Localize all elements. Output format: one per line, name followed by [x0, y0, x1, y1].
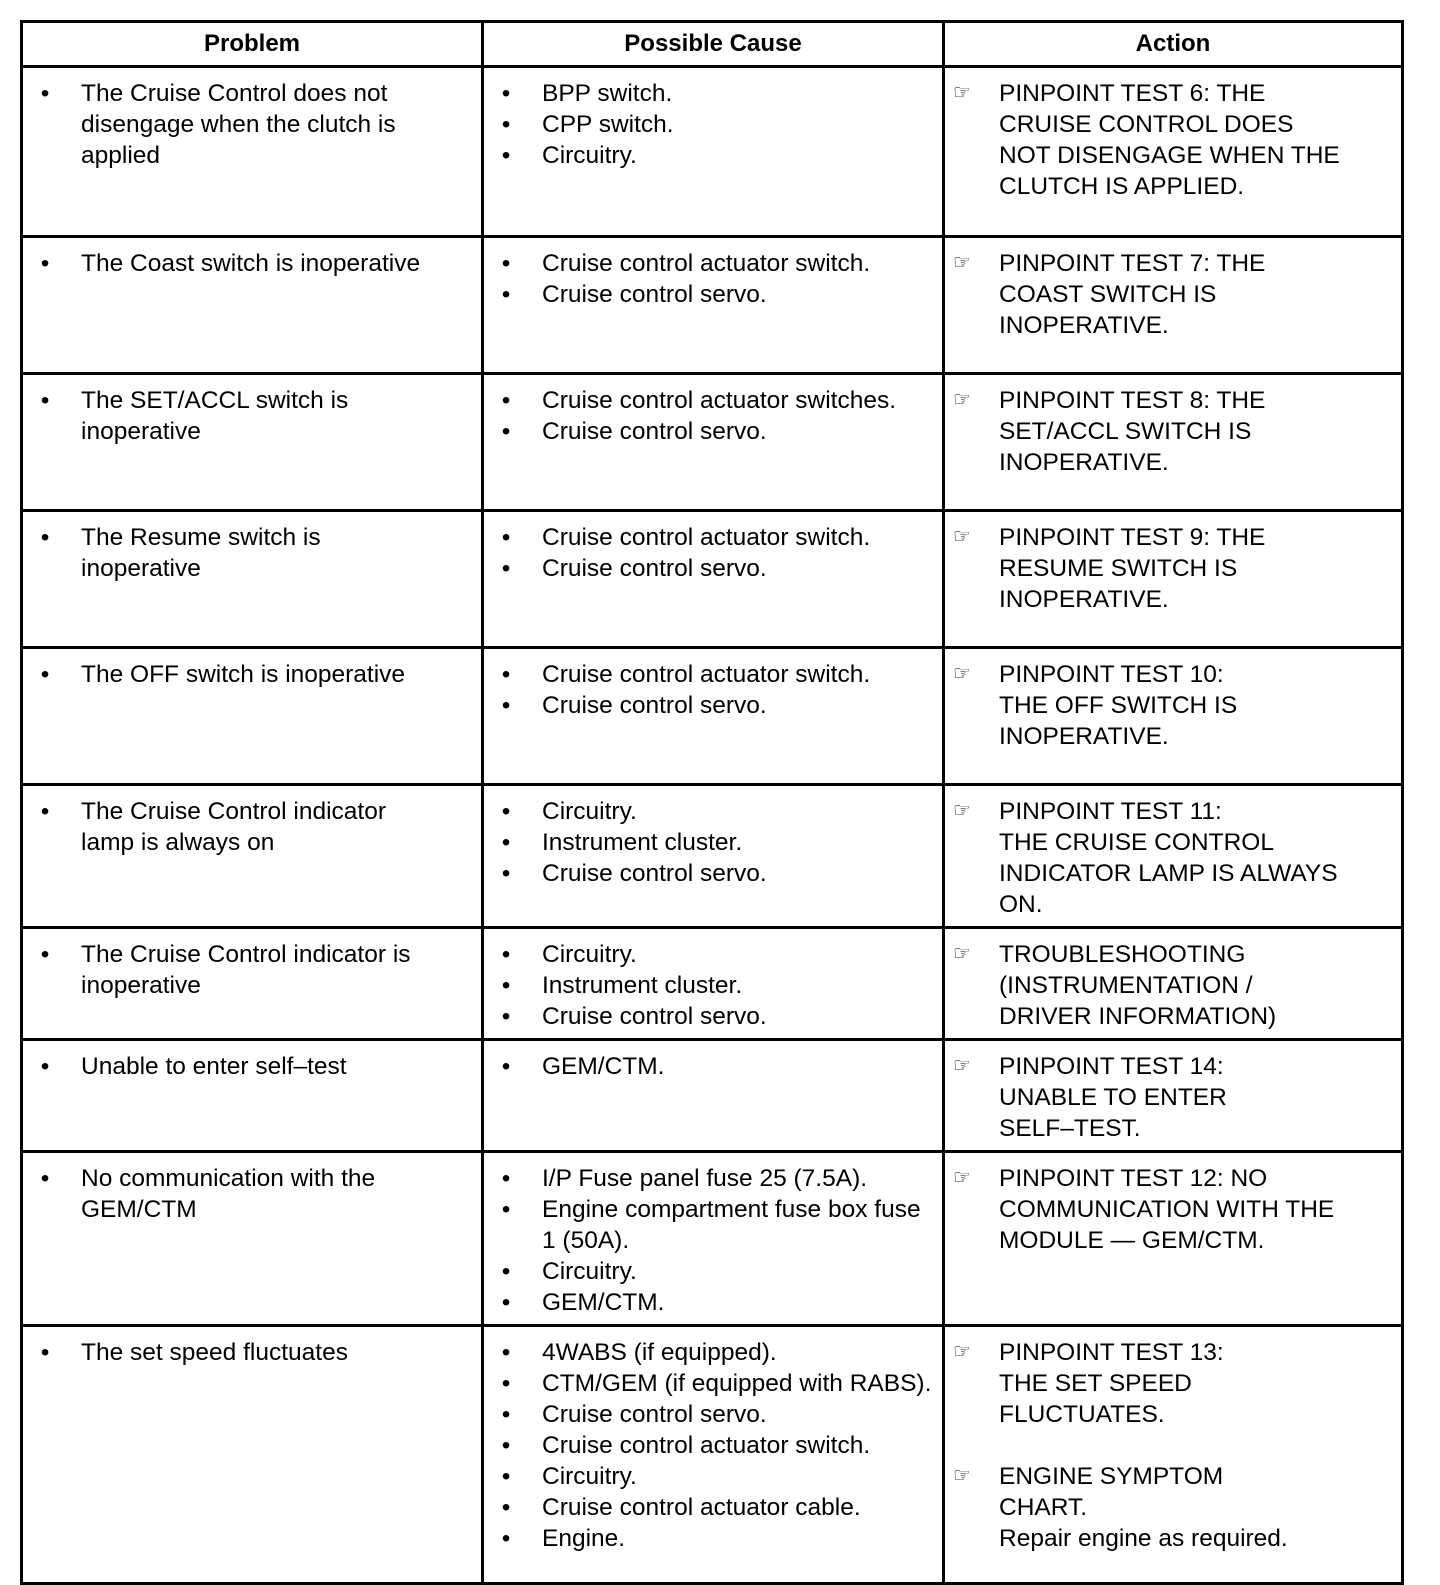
bullet-icon: •: [40, 524, 50, 551]
action-item: [953, 659, 1391, 752]
table-row: [22, 648, 1403, 785]
cause-item: [496, 1337, 932, 1368]
action-text: CHART.: [999, 1494, 1088, 1521]
table-row: [22, 1326, 1403, 1584]
action-text: MODULE — GEM/CTM.: [999, 1227, 1265, 1254]
action-item: [953, 1337, 1391, 1430]
cause-cell: [483, 785, 944, 928]
cause-item: [496, 796, 932, 827]
cause-item: [496, 970, 932, 1001]
action-cell: [944, 1040, 1403, 1152]
cause-text: Cruise control actuator switch.: [542, 1432, 871, 1459]
cause-item: [496, 1163, 932, 1194]
cause-text: Circuitry.: [542, 941, 637, 968]
cause-cell: [483, 511, 944, 648]
cause-item: [496, 659, 932, 690]
cause-text: Engine.: [542, 1525, 626, 1552]
action-item: [953, 522, 1391, 615]
cause-text: CTM/GEM (if equipped with RABS).: [542, 1370, 932, 1397]
pointing-hand-icon: ☞: [953, 663, 971, 685]
action-text: PINPOINT TEST 6: THE: [999, 80, 1266, 107]
action-text: PINPOINT TEST 11:: [999, 798, 1222, 825]
cause-cell: [483, 1326, 944, 1584]
cause-item: [496, 1368, 932, 1399]
problem-item: [35, 659, 471, 690]
bullet-icon: •: [40, 387, 50, 414]
cause-text: Engine compartment fuse box fuse 1 (50A).: [542, 1196, 921, 1254]
bullet-icon: •: [501, 387, 511, 414]
cause-item: [496, 1001, 932, 1032]
cause-item: [496, 939, 932, 970]
problem-item: [35, 796, 471, 858]
problem-cell: [22, 648, 483, 785]
action-text: TROUBLESHOOTING: [999, 941, 1246, 968]
cause-cell: [483, 928, 944, 1040]
bullet-icon: •: [501, 1258, 511, 1285]
cause-item: [496, 553, 932, 584]
action-text: NOT DISENGAGE WHEN THE: [999, 142, 1340, 169]
cause-text: Cruise control servo.: [542, 418, 767, 445]
action-text: ON.: [999, 891, 1043, 918]
cause-text: CPP switch.: [542, 111, 674, 138]
bullet-icon: •: [501, 1494, 511, 1521]
action-text: Repair engine as required.: [999, 1525, 1288, 1552]
pointing-hand-icon: ☞: [953, 943, 971, 965]
bullet-icon: •: [501, 829, 511, 856]
action-text: COMMUNICATION WITH THE: [999, 1196, 1335, 1223]
pointing-hand-icon: ☞: [953, 526, 971, 548]
cause-text: Cruise control servo.: [542, 281, 767, 308]
action-cell: [944, 648, 1403, 785]
bullet-icon: •: [501, 142, 511, 169]
action-text: INDICATOR LAMP IS ALWAYS: [999, 860, 1338, 887]
bullet-icon: •: [40, 941, 50, 968]
problem-cell: [22, 374, 483, 511]
problem-text: applied: [81, 142, 161, 169]
problem-text: inoperative: [81, 972, 201, 999]
cause-item: [496, 827, 932, 858]
pointing-hand-icon: ☞: [953, 82, 971, 104]
cause-text: GEM/CTM.: [542, 1053, 665, 1080]
diagnosis-table: [20, 20, 1404, 1585]
action-cell: [944, 928, 1403, 1040]
pointing-hand-icon: ☞: [953, 1167, 971, 1189]
action-cell: [944, 1326, 1403, 1584]
header-action: Action: [944, 22, 1403, 67]
bullet-icon: •: [501, 281, 511, 308]
cause-text: Instrument cluster.: [542, 972, 743, 999]
problem-text: lamp is always on: [81, 829, 275, 856]
bullet-icon: •: [501, 1401, 511, 1428]
bullet-icon: •: [501, 1003, 511, 1030]
bullet-icon: •: [501, 798, 511, 825]
action-text: THE CRUISE CONTROL: [999, 829, 1274, 856]
action-text: PINPOINT TEST 9: THE: [999, 524, 1266, 551]
bullet-icon: •: [501, 972, 511, 999]
problem-text: The Resume switch is: [81, 524, 321, 551]
bullet-icon: •: [501, 1432, 511, 1459]
cause-item: [496, 1051, 932, 1082]
table-row: [22, 237, 1403, 374]
bullet-icon: •: [501, 1339, 511, 1366]
action-text: PINPOINT TEST 12: NO: [999, 1165, 1268, 1192]
bullet-icon: •: [501, 250, 511, 277]
pointing-hand-icon: ☞: [953, 1055, 971, 1077]
action-text: SET/ACCL SWITCH IS: [999, 418, 1252, 445]
action-text: CLUTCH IS APPLIED.: [999, 173, 1245, 200]
cause-text: GEM/CTM.: [542, 1289, 665, 1316]
problem-text: The Cruise Control indicator: [81, 798, 387, 825]
bullet-icon: •: [501, 555, 511, 582]
bullet-icon: •: [40, 1165, 50, 1192]
problem-text: The OFF switch is inoperative: [81, 661, 406, 688]
header-problem: Problem: [22, 22, 483, 67]
cause-item: [496, 1194, 932, 1256]
problem-text: The set speed fluctuates: [81, 1339, 348, 1366]
action-cell: [944, 374, 1403, 511]
action-cell: [944, 511, 1403, 648]
bullet-icon: •: [40, 661, 50, 688]
problem-cell: [22, 785, 483, 928]
problem-text: No communication with the: [81, 1165, 376, 1192]
cause-item: [496, 109, 932, 140]
cause-item: [496, 1461, 932, 1492]
bullet-icon: •: [501, 661, 511, 688]
action-item: [953, 939, 1391, 1032]
header-row: [22, 22, 1403, 67]
bullet-icon: •: [40, 80, 50, 107]
problem-cell: [22, 928, 483, 1040]
action-text: UNABLE TO ENTER: [999, 1084, 1227, 1111]
cause-cell: [483, 648, 944, 785]
bullet-icon: •: [501, 418, 511, 445]
cause-item: [496, 78, 932, 109]
table-row: [22, 374, 1403, 511]
cause-item: [496, 140, 932, 171]
problem-text: The SET/ACCL switch is: [81, 387, 349, 414]
problem-text: The Cruise Control does not: [81, 80, 388, 107]
action-item: [953, 78, 1391, 202]
pointing-hand-icon: ☞: [953, 800, 971, 822]
action-item: [953, 1051, 1391, 1144]
bullet-icon: •: [501, 524, 511, 551]
pointing-hand-icon: ☞: [953, 1465, 971, 1487]
bullet-icon: •: [40, 1339, 50, 1366]
cause-cell: [483, 67, 944, 237]
table-row: [22, 928, 1403, 1040]
cause-text: Cruise control actuator switches.: [542, 387, 897, 414]
bullet-icon: •: [40, 798, 50, 825]
cause-text: Cruise control servo.: [542, 1401, 767, 1428]
bullet-icon: •: [501, 1525, 511, 1552]
bullet-icon: •: [501, 1165, 511, 1192]
bullet-icon: •: [501, 1289, 511, 1316]
cause-item: [496, 858, 932, 889]
action-text: PINPOINT TEST 10:: [999, 661, 1224, 688]
problem-cell: [22, 67, 483, 237]
cause-text: Cruise control actuator switch.: [542, 661, 871, 688]
problem-text: GEM/CTM: [81, 1196, 197, 1223]
bullet-icon: •: [501, 1370, 511, 1397]
cause-item: [496, 1399, 932, 1430]
cause-text: Circuitry.: [542, 142, 637, 169]
bullet-icon: •: [40, 1053, 50, 1080]
action-cell: [944, 237, 1403, 374]
cause-text: BPP switch.: [542, 80, 673, 107]
cause-item: [496, 279, 932, 310]
problem-cell: [22, 511, 483, 648]
problem-text: The Coast switch is inoperative: [81, 250, 421, 277]
bullet-icon: •: [501, 1053, 511, 1080]
action-text: COAST SWITCH IS: [999, 281, 1217, 308]
action-item: [953, 1163, 1391, 1256]
action-cell: [944, 67, 1403, 237]
problem-cell: [22, 237, 483, 374]
cause-item: [496, 1256, 932, 1287]
action-item: [953, 248, 1391, 341]
problem-item: [35, 939, 471, 1001]
cause-text: Cruise control servo.: [542, 860, 767, 887]
cause-item: [496, 1523, 932, 1554]
bullet-icon: •: [501, 941, 511, 968]
action-text: FLUCTUATES.: [999, 1401, 1165, 1428]
action-item: [953, 385, 1391, 478]
table-row: [22, 67, 1403, 237]
action-text: RESUME SWITCH IS: [999, 555, 1238, 582]
problem-item: [35, 1337, 471, 1368]
cause-text: Circuitry.: [542, 1258, 637, 1285]
action-text: PINPOINT TEST 14:: [999, 1053, 1224, 1080]
action-text: CRUISE CONTROL DOES: [999, 111, 1294, 138]
action-item: [953, 796, 1391, 920]
cause-item: [496, 1287, 932, 1318]
action-text: INOPERATIVE.: [999, 586, 1169, 613]
cause-text: I/P Fuse panel fuse 25 (7.5A).: [542, 1165, 868, 1192]
cause-item: [496, 1430, 932, 1461]
cause-text: 4WABS (if equipped).: [542, 1339, 777, 1366]
bullet-icon: •: [501, 111, 511, 138]
cause-cell: [483, 1152, 944, 1326]
cause-item: [496, 248, 932, 279]
table-row: [22, 785, 1403, 928]
bullet-icon: •: [501, 80, 511, 107]
problem-text: Unable to enter self–test: [81, 1053, 347, 1080]
cause-text: Circuitry.: [542, 1463, 637, 1490]
problem-item: [35, 522, 471, 584]
cause-item: [496, 690, 932, 721]
action-text: INOPERATIVE.: [999, 312, 1169, 339]
cause-text: Instrument cluster.: [542, 829, 743, 856]
problem-text: inoperative: [81, 418, 201, 445]
action-cell: [944, 785, 1403, 928]
action-text: THE OFF SWITCH IS: [999, 692, 1238, 719]
table-row: [22, 1040, 1403, 1152]
problem-text: The Cruise Control indicator is: [81, 941, 411, 968]
pointing-hand-icon: ☞: [953, 389, 971, 411]
cause-cell: [483, 374, 944, 511]
cause-text: Circuitry.: [542, 798, 637, 825]
bullet-icon: •: [40, 250, 50, 277]
cause-text: Cruise control servo.: [542, 692, 767, 719]
pointing-hand-icon: ☞: [953, 252, 971, 274]
action-text: DRIVER INFORMATION): [999, 1003, 1277, 1030]
problem-cell: [22, 1326, 483, 1584]
pointing-hand-icon: ☞: [953, 1341, 971, 1363]
problem-item: [35, 1051, 471, 1082]
bullet-icon: •: [501, 1196, 511, 1223]
cause-text: Cruise control actuator switch.: [542, 250, 871, 277]
problem-item: [35, 248, 471, 279]
action-text: (INSTRUMENTATION /: [999, 972, 1253, 999]
action-text: PINPOINT TEST 13:: [999, 1339, 1224, 1366]
problem-cell: [22, 1152, 483, 1326]
problem-item: [35, 385, 471, 447]
action-text: THE SET SPEED: [999, 1370, 1192, 1397]
problem-text: disengage when the clutch is: [81, 111, 396, 138]
action-cell: [944, 1152, 1403, 1326]
problem-item: [35, 78, 471, 171]
table-row: [22, 1152, 1403, 1326]
cause-cell: [483, 237, 944, 374]
cause-text: Cruise control actuator switch.: [542, 524, 871, 551]
action-text: INOPERATIVE.: [999, 449, 1169, 476]
cause-item: [496, 416, 932, 447]
action-item: [953, 1461, 1391, 1554]
cause-text: Cruise control servo.: [542, 1003, 767, 1030]
problem-text: inoperative: [81, 555, 201, 582]
problem-item: [35, 1163, 471, 1225]
cause-cell: [483, 1040, 944, 1152]
bullet-icon: •: [501, 860, 511, 887]
cause-item: [496, 385, 932, 416]
bullet-icon: •: [501, 1463, 511, 1490]
action-text: PINPOINT TEST 8: THE: [999, 387, 1266, 414]
cause-text: Cruise control servo.: [542, 555, 767, 582]
header-possible-cause: Possible Cause: [483, 22, 944, 67]
action-text: SELF–TEST.: [999, 1115, 1141, 1142]
action-text: INOPERATIVE.: [999, 723, 1169, 750]
action-text: PINPOINT TEST 7: THE: [999, 250, 1266, 277]
problem-cell: [22, 1040, 483, 1152]
bullet-icon: •: [501, 692, 511, 719]
cause-item: [496, 522, 932, 553]
table-row: [22, 511, 1403, 648]
cause-text: Cruise control actuator cable.: [542, 1494, 861, 1521]
cause-item: [496, 1492, 932, 1523]
action-text: ENGINE SYMPTOM: [999, 1463, 1224, 1490]
